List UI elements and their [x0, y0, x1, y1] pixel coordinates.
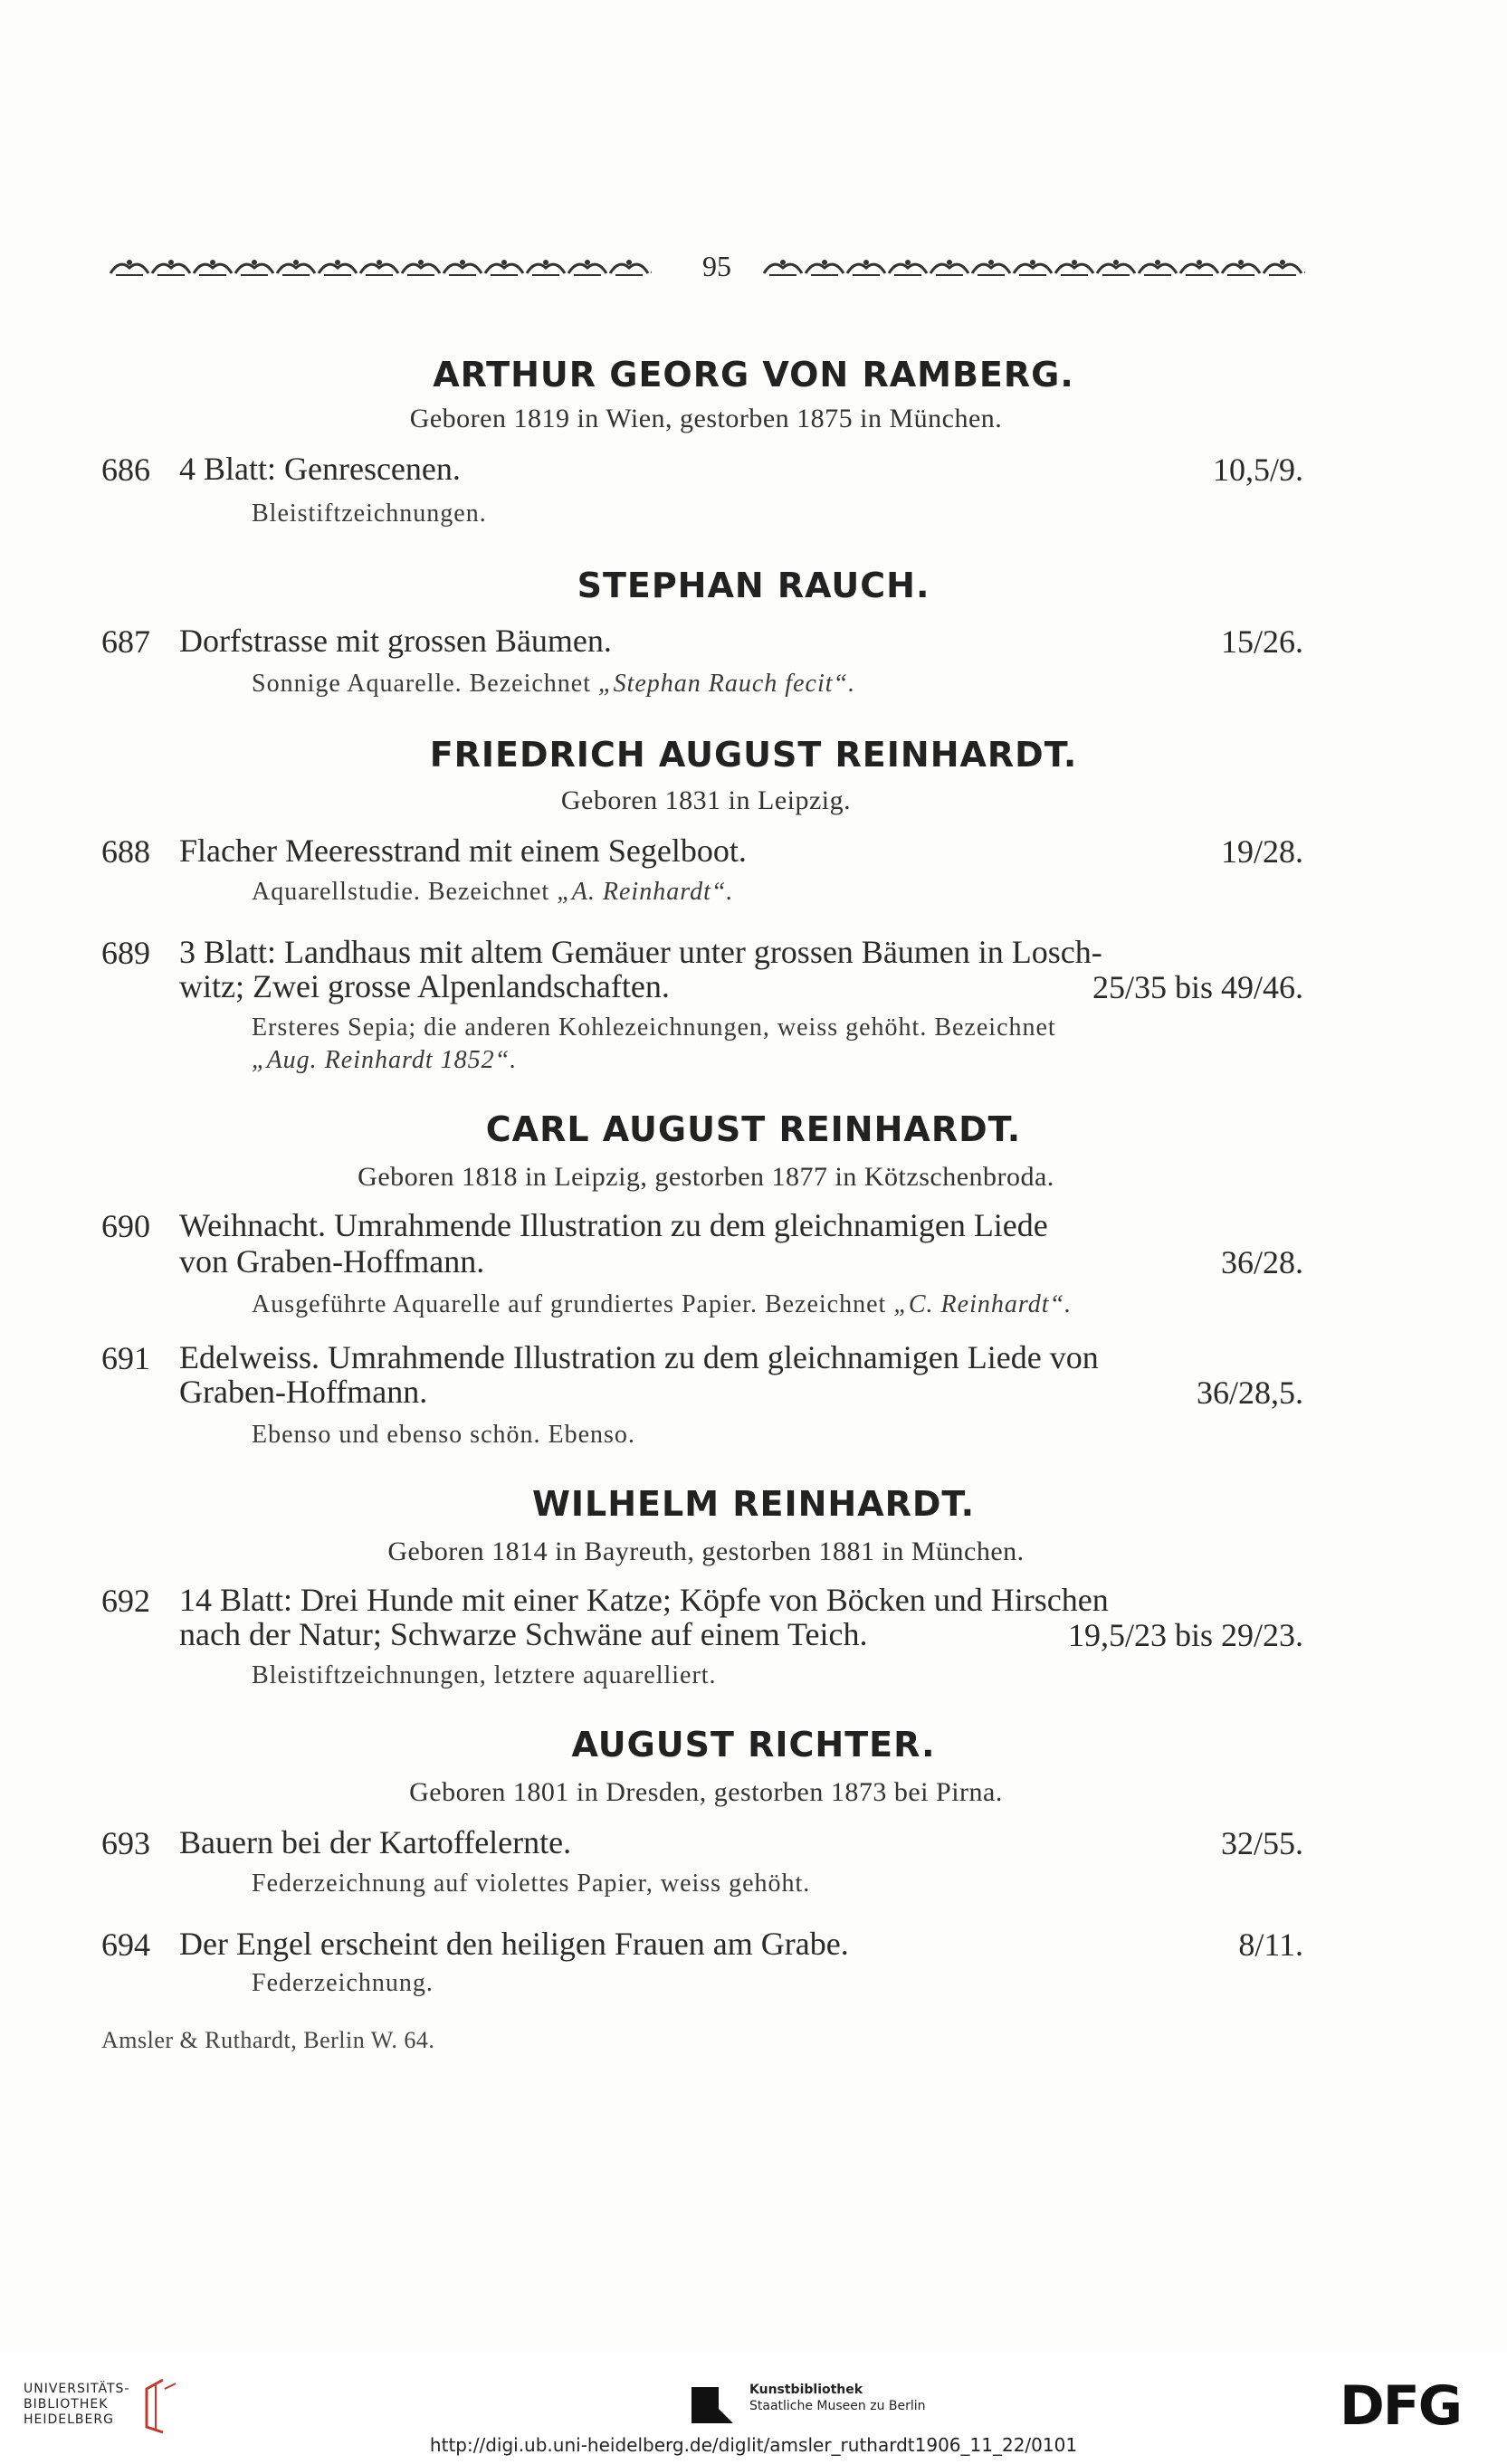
lot-note: Bleistiftzeichnungen, letztere aquarelliert.: [252, 1661, 717, 1689]
university-line: BIBLIOTHEK: [24, 2397, 109, 2412]
lot-title-line: Edelweiss. Umrahmende Illustration zu dem gleichnamigen Liede von: [179, 1339, 1099, 1375]
lot-number: 689: [101, 935, 150, 971]
lot-title-line: Graben-Hoffmann.: [179, 1374, 428, 1410]
lot-title: Der Engel erscheint den heiligen Frauen am Grabe.: [179, 1926, 849, 1962]
lot-number: 686: [101, 452, 150, 488]
lot-note: Federzeichnung auf violettes Papier, weiss gehöht.: [252, 1869, 811, 1898]
lot-note: [252, 666, 1302, 702]
lot-note: Ebenso und ebenso schön. Ebenso.: [252, 1421, 635, 1449]
lot-dimensions: 25/35 bis 49/46.: [1092, 969, 1303, 1005]
lot-dimensions: 19,5/23 bis 29/23.: [1067, 1617, 1303, 1653]
page-header: [101, 250, 1305, 286]
artist-heading: ARTHUR GEORG VON RAMBERG.: [433, 355, 1074, 395]
kb-title: Kunstbibliothek: [749, 2383, 863, 2397]
lot-dimensions: 15/26.: [1220, 623, 1303, 660]
artist-bio: Geboren 1819 in Wien, gestorben 1875 in München.: [409, 404, 1003, 433]
dfg-logo[interactable]: DFG: [1340, 2374, 1462, 2438]
signature-text: „C. Reinhardt“.: [893, 1290, 1073, 1318]
artist-heading: WILHELM REINHARDT.: [531, 1484, 976, 1524]
lot-note: [252, 874, 1302, 910]
lot-title: Bauern bei der Kartoffelernte.: [179, 1824, 572, 1860]
page-number: 95: [702, 250, 731, 282]
lot-title-line: witz; Zwei grosse Alpenlandschaften.: [179, 968, 670, 1004]
lot-dimensions: 19/28.: [1220, 833, 1303, 870]
lot-dimensions: 8/11.: [1238, 1926, 1303, 1963]
artist-bio: Geboren 1818 in Leipzig, gestorben 1877 in Kötzschenbroda.: [358, 1162, 1054, 1192]
lot-number: 691: [101, 1340, 150, 1376]
lot-title-line: von Graben-Hoffmann.: [179, 1243, 485, 1280]
kunstbibliothek-logo-icon[interactable]: [690, 2385, 735, 2431]
lot-dimensions: 10,5/9.: [1212, 452, 1303, 488]
lot-dimensions: 36/28,5.: [1196, 1375, 1303, 1411]
lot-title: Flacher Meeresstrand mit einem Segelboot.: [179, 832, 747, 869]
artist-heading: STEPHAN RAUCH.: [577, 566, 930, 605]
signature-text: „Aug. Reinhardt 1852“.: [252, 1046, 518, 1074]
lot-number: 687: [101, 623, 150, 660]
university-line: UNIVERSITÄTS-: [24, 2382, 130, 2396]
kunstbibliothek-text[interactable]: [749, 2382, 926, 2414]
lot-note: [252, 1287, 1302, 1323]
lot-title-line: 3 Blatt: Landhaus mit altem Gemäuer unter grossen Bäumen in Losch-: [179, 934, 1102, 970]
lot-dimensions: 32/55.: [1220, 1825, 1303, 1861]
lot-note: Bleistiftzeichnungen.: [252, 499, 487, 528]
university-line: HEIDELBERG: [24, 2412, 114, 2427]
signature-text: „Stephan Rauch fecit“.: [598, 670, 856, 698]
lot-title-line: Weihnacht. Umrahmende Illustration zu dem gleichnamigen Liede: [179, 1207, 1048, 1243]
lot-note-text: Sonnige Aquarelle. Bezeichnet: [252, 670, 591, 698]
lot-title: 4 Blatt: Genrescenen.: [179, 451, 461, 487]
lot-note: Ersteres Sepia; die anderen Kohlezeichnungen, weiss gehöht. Bezeichnet: [252, 1013, 1056, 1042]
lot-title: Dorfstrasse mit grossen Bäumen.: [179, 623, 612, 659]
lot-title-line: 14 Blatt: Drei Hunde mit einer Katze; Köpfe von Böcken und Hirschen: [179, 1582, 1109, 1618]
lot-note: [252, 1042, 1302, 1079]
lot-note-text: Aquarellstudie. Bezeichnet: [252, 878, 550, 906]
university-seal-icon[interactable]: [136, 2376, 181, 2439]
lot-number: 693: [101, 1825, 150, 1861]
artist-bio: Geboren 1814 in Bayreuth, gestorben 1881 in München.: [387, 1536, 1025, 1566]
lot-number: 690: [101, 1208, 150, 1244]
university-library-logo-text[interactable]: [24, 2382, 129, 2428]
lot-note-text: Ausgeführte Aquarelle auf grundiertes Papier. Bezeichnet: [252, 1290, 887, 1318]
lot-dimensions: 36/28.: [1220, 1244, 1303, 1280]
artist-bio: Geboren 1831 in Leipzig.: [560, 785, 852, 815]
lot-number: 688: [101, 833, 150, 870]
lot-number: 692: [101, 1583, 150, 1619]
artist-heading: FRIEDRICH AUGUST REINHARDT.: [429, 735, 1078, 775]
page-url-link[interactable]: http://digi.ub.uni-heidelberg.de/diglit/amsler_ruthardt1906_11_22/0101: [429, 2434, 1078, 2456]
lot-number: 694: [101, 1926, 150, 1963]
artist-heading: CARL AUGUST REINHARDT.: [485, 1109, 1022, 1149]
printer-imprint: Amsler & Ruthardt, Berlin W. 64.: [101, 2027, 435, 2053]
artist-bio: Geboren 1801 in Dresden, gestorben 1873 bei Pirna.: [409, 1777, 1003, 1807]
signature-text: „A. Reinhardt“.: [557, 878, 734, 906]
kb-subtitle: Staatliche Museen zu Berlin: [749, 2399, 926, 2413]
ornament-right-icon: [762, 257, 1305, 277]
artist-heading: AUGUST RICHTER.: [571, 1725, 936, 1765]
lot-note: Federzeichnung.: [252, 1969, 434, 1997]
ornament-left-icon: [109, 257, 652, 277]
lot-title-line: nach der Natur; Schwarze Schwäne auf einem Teich.: [179, 1616, 868, 1652]
